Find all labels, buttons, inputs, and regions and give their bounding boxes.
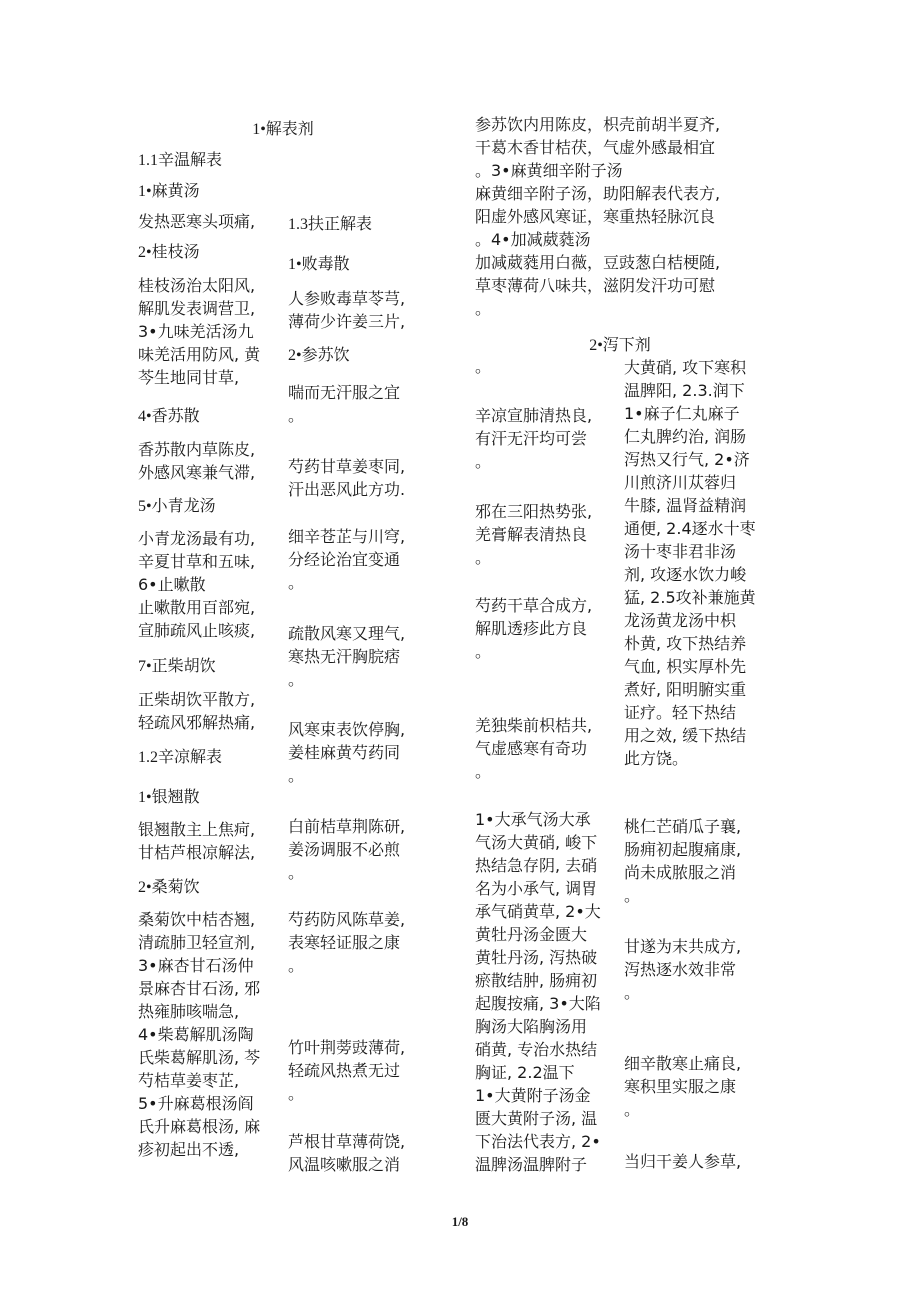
section-1-3-heading: 1.3扶正解表 <box>288 216 373 233</box>
chapter-2-heading: 2•泻下剂 <box>589 337 651 354</box>
formula-title: 1•麻黄汤 <box>138 183 200 200</box>
formula-title: 7•正柴胡饮 <box>138 658 216 675</box>
verse-text: 正柴胡饮平散方, 轻疏风邪解热痛, <box>138 690 256 732</box>
verse-text: 发热恶寒头项痛, <box>138 212 256 231</box>
page-number: 1/8 <box>451 1214 469 1229</box>
verse-text: 细辛苍芷与川穹, 分经论治宜变通 。 <box>288 527 406 592</box>
verse-text: 甘遂为末共成方, 泻热逐水效非常 。 <box>624 937 742 1002</box>
formula-title: 2•桑菊饮 <box>138 879 200 896</box>
formula-title: 4•香苏散 <box>138 408 200 425</box>
formula-title: 2•桂枝汤 <box>138 244 200 261</box>
verse-text: 银翘散主上焦疴, 甘桔芦根凉解法, <box>138 820 256 862</box>
verse-text: 芍药甘草姜枣同, 汗出恶风此方功. <box>288 457 406 499</box>
verse-text: 。 <box>475 357 492 376</box>
verse-text: 大黄硝, 攻下寒积 温脾阳, 2.3.润下 1•麻子仁丸麻子 仁丸脾约治, 润肠 泻热又行气, 2•济 川煎济川苁蓉归 牛膝, 温肾益精润 通便, 2.4逐水十枣 汤十枣非君非汤 剂, 攻逐水饮力峻 猛, 2.5攻补兼施黄 龙汤黄龙汤中枳 朴黄, 攻下热结养 气血, 枳实厚朴先 煮好, 阳明腑实重 证疗。轻下热结 用之效, 缓下热结 此方饶。 <box>624 358 756 768</box>
verse-text: 羌独柴前枳桔共, 气虚感寒有奇功 。 <box>475 716 593 781</box>
verse-text: 邪在三阳热势张, 羌膏解表清热良 。 <box>475 502 593 567</box>
verse-text: 芍药干草合成方, 解肌透疹此方良 。 <box>475 596 593 661</box>
verse-text: 喘而无汗服之宜 。 <box>288 383 401 425</box>
verse-text: 细辛散寒止痛良, 寒积里实服之康 。 <box>624 1054 742 1119</box>
formula-title: 1•银翘散 <box>138 789 200 806</box>
section-1-2-heading: 1.2辛凉解表 <box>138 749 223 766</box>
verse-text: 香苏散内草陈皮, 外感风寒兼气滞, <box>138 440 256 482</box>
section-1-1-heading: 1.1辛温解表 <box>138 152 223 169</box>
verse-text: 辛凉宣肺清热良, 有汗无汗均可尝 。 <box>475 406 593 471</box>
chapter-1-heading: 1•解表剂 <box>252 121 314 138</box>
verse-text: 风寒束表饮停胸, 姜桂麻黄芍药同 。 <box>288 720 406 785</box>
verse-text: 1•大承气汤大承 气汤大黄硝, 峻下 热结急存阴, 去硝 名为小承气, 调胃 承气硝黄草, 2•大 黄牡丹汤金匮大 黄牡丹汤, 泻热破 瘀散结肿, 肠痈初 起腹按痛, 3•大陷 胸汤大陷胸汤用 硝黄, 专治水热结 胸证, 2.2温下 1•大黄附子汤金 匮大黄附子汤, 温 下治法代表方, 2• 温脾汤温脾附子 <box>475 810 601 1174</box>
verse-text: 当归干姜人参草, <box>624 1152 742 1171</box>
verse-text: 桂枝汤治太阳风, 解肌发表调营卫, 3•九味羌活汤九 味羌活用防风, 黄 芩生地同甘草, <box>138 276 261 387</box>
verse-text: 桃仁芒硝瓜子襄, 肠痈初起腹痛康, 尚未成脓服之消 。 <box>624 817 742 905</box>
verse-text: 小青龙汤最有功, 辛夏甘草和五味, 6•止嗽散 止嗽散用百部宛, 宣肺疏风止咳痰, <box>138 529 256 640</box>
verse-text: 人参败毒草苓芎, 薄荷少许姜三片, <box>288 289 406 331</box>
verse-text: 白前桔草荆陈研, 姜汤调服不必煎 。 <box>288 817 406 882</box>
verse-text: 竹叶荆蒡豉薄荷, 轻疏风热煮无过 。 <box>288 1038 406 1103</box>
verse-text: 芦根甘草薄荷饶, 风温咳嗽服之消 <box>288 1132 406 1174</box>
formula-title: 5•小青龙汤 <box>138 498 216 515</box>
verse-text: 参苏饮内用陈皮，枳壳前胡半夏齐, 干葛木香甘桔茯，气虚外感最相宜 。3•麻黄细辛附子汤 麻黄细辛附子汤，助阳解表代表方, 阳虚外感风寒证，寒重热轻脉沉良 。4•加减葳蕤汤 加减葳蕤用白薇，豆豉葱白桔梗随, 草枣薄荷八味共，滋阴发汗功可慰 。 <box>475 115 721 318</box>
formula-title: 2•参苏饮 <box>288 347 350 364</box>
verse-text: 疏散风寒又理气, 寒热无汗胸脘痞 。 <box>288 624 406 689</box>
formula-title: 1•败毒散 <box>288 256 350 273</box>
verse-text: 芍药防风陈草姜, 表寒轻证服之康 。 <box>288 910 406 975</box>
verse-text: 桑菊饮中桔杏翘, 清疏肺卫轻宣剂, 3•麻杏甘石汤仲 景麻杏甘石汤, 邪 热雍肺咳喘急, 4•柴葛解肌汤陶 氏柴葛解肌汤, 芩 芍桔草姜枣芷, 5•升麻葛根汤阎 氏升麻葛根汤, 麻 疹初起出不透, <box>138 910 261 1159</box>
